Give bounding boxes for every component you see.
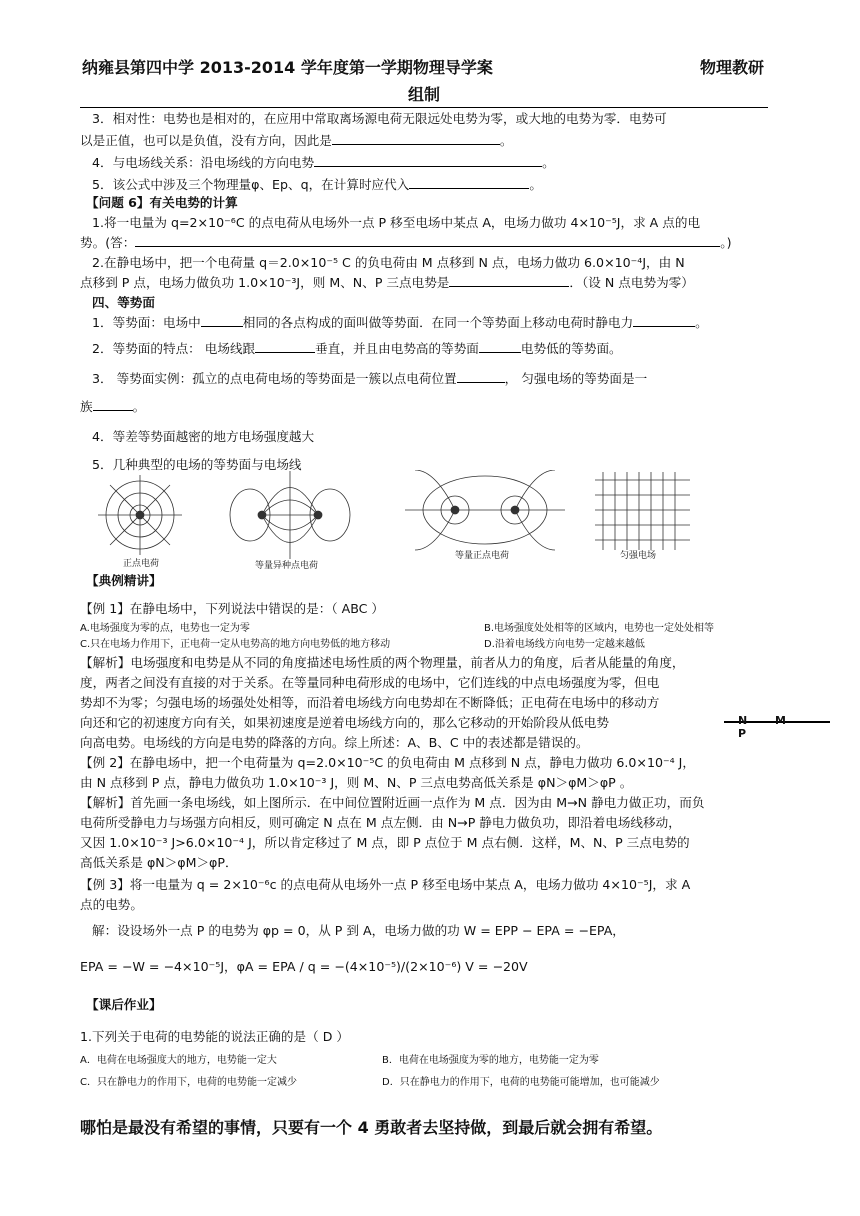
example-2: 【例 2】在静电场中，把一个电荷量为 q=2.0×10⁻⁵C 的负电荷由 M 点移到 N 点，静电力做功 6.0×10⁻⁴ J， xyxy=(80,755,695,770)
analysis: 【解析】首先画一条电场线，如上图所示．在中间位置附近画一点作为 M 点．因为由 M→N 静电力做正功，而负 xyxy=(80,795,705,810)
text-line: 1．等势面：电场中 相同的各点构成的面叫做等势面．在同一个等势面上移动电荷时静电力 。 xyxy=(92,315,708,330)
text-line: 5．几种典型的电场的等势面与电场线 xyxy=(92,457,302,472)
analysis: 向高电势。电场线的方向是电势的降落的方向。综上所述：A、B、C 中的表述都是错误的。 xyxy=(80,735,589,750)
option: A．电荷在电场强度大的地方，电势能一定大 xyxy=(80,1055,277,1066)
option: D．只在静电力的作用下，电荷的电势能可能增加，也可能减少 xyxy=(382,1077,660,1088)
header-right-continued: 组制 xyxy=(408,85,441,104)
analysis: 【解析】电场强度和电势是从不同的角度描述电场性质的两个物理量，前者从力的角度，后者从能量的角度， xyxy=(80,655,685,670)
caption-opposite-charges: 等量异种点电荷 xyxy=(255,561,319,571)
analysis: 又因 1.0×10⁻³ J>6.0×10⁻⁴ J，所以肯定移过了 M 点，即 P 点位于 M 点右侧．这样，M、N、P 三点电势的 xyxy=(80,835,690,850)
text-line: 点移到 P 点，电场力做负功 1.0×10⁻³J，则 M、N、P 三点电势是 ．（设 N 点电势为零） xyxy=(80,275,694,290)
motto: 哪怕是最没有希望的事情，只要有一个 4 勇敢者去坚持做，到最后就会拥有希望。 xyxy=(80,1118,663,1137)
homework-question: 1.下列关于电荷的电势能的说法正确的是（ D ） xyxy=(80,1029,350,1044)
option: B．电荷在电场强度为零的地方，电势能一定为零 xyxy=(382,1055,599,1066)
text-line: 5．该公式中涉及三个物理量φ、Ep、q，在计算时应代入 。 xyxy=(92,177,542,192)
example-3: 【例 3】将一电量为 q = 2×10⁻⁶c 的点电荷从电场外一点 P 移至电场中某点 A，电场力做功 4×10⁻⁵J，求 A xyxy=(80,877,691,892)
section-heading: 四、等势面 xyxy=(92,295,155,310)
caption-equal-positive: 等量正点电荷 xyxy=(455,551,510,561)
option: A.电场强度为零的点，电势也一定为零 xyxy=(80,623,250,634)
solution: EPA = −W = −4×10⁻⁵J，φA = EPA / q = −(4×10⁻⁵)/(2×10⁻⁶) V = −20V xyxy=(80,959,528,974)
section-heading: 【课后作业】 xyxy=(86,997,162,1012)
example-2: 由 N 点移到 P 点，静电力做负功 1.0×10⁻³ J，则 M、N、P 三点电势高低关系是 φN＞φM＞φP 。 xyxy=(80,775,633,790)
analysis: 电荷所受静电力与场强方向相反，则可确定 N 点在 M 点左侧．由 N→P 静电力做负功，即沿着电场线移动， xyxy=(80,815,681,830)
solution: 解：设设场外一点 P 的电势为 φp = 0，从 P 到 A，电场力做的功 W = EPP − EPA = −EPA， xyxy=(92,923,625,938)
option: C.只在电场力作用下，正电荷一定从电势高的地方向电势低的地方移动 xyxy=(80,639,391,650)
text-line: 4．与电场线关系：沿电场线的方向电势 。 xyxy=(92,155,555,170)
text-line: 势。(答： 。) xyxy=(80,235,732,250)
analysis: 向还和它的初速度方向有关，如果初速度是逆着电场线方向的，那么它移动的开始阶段从低电势 xyxy=(80,715,609,730)
option: B.电场强度处处相等的区域内，电势也一定处处相等 xyxy=(484,623,715,634)
text-line: 2.在静电场中，把一个电荷量 q＝2.0×10⁻⁵ C 的负电荷由 M 点移到 N 点，电场力做功 6.0×10⁻⁴J，由 N xyxy=(92,255,685,270)
caption-positive-charge: 正点电荷 xyxy=(123,559,160,569)
header-title: 纳雍县第四中学 2013-2014 学年度第一学期物理导学案 xyxy=(82,58,493,77)
text-line: 2．等势面的特点： 电场线跟 垂直，并且由电势高的等势面 电势低的等势面。 xyxy=(92,341,622,356)
text-line: 以是正值，也可以是负值，没有方向，因此是 。 xyxy=(80,133,513,148)
text-line: 3．相对性：电势也是相对的，在应用中常取离场源电荷无限远处电势为零，或大地的电势为零．电势可 xyxy=(92,111,667,126)
header-right: 物理教研 xyxy=(699,58,764,77)
header-rule xyxy=(80,107,768,108)
option: C．只在静电力的作用下，电荷的电势能一定减少 xyxy=(80,1077,297,1088)
section-heading: 【问题 6】有关电势的计算 xyxy=(86,195,238,210)
example-1: 【例 1】在静电场中，下列说法中错误的是：（ ABC ） xyxy=(80,601,385,616)
text-line: 4．等差等势面越密的地方电场强度越大 xyxy=(92,429,315,444)
caption-uniform-field: 匀强电场 xyxy=(620,551,657,561)
analysis: 度，两者之间没有直接的对于关系。在等量同种电荷形成的电场中，它们连线的中点电场强度为零，但电 xyxy=(80,675,660,690)
section-heading: 【典例精讲】 xyxy=(86,573,162,588)
field-line-diagram: N M P xyxy=(724,716,830,732)
analysis: 高低关系是 φN＞φM＞φP． xyxy=(80,855,238,870)
analysis: 势却不为零；匀强电场的场强处处相等，而沿着电场线方向电势却在不断降低；正电荷在电场中的移动方 xyxy=(80,695,660,710)
text-line: 1.将一电量为 q=2×10⁻⁶C 的点电荷从电场外一点 P 移至电场中某点 A，电场力做功 4×10⁻⁵J，求 A 点的电 xyxy=(92,215,701,230)
field-diagrams xyxy=(95,470,715,570)
text-line: 族 。 xyxy=(80,399,146,414)
text-line: 3． 等势面实例：孤立的点电荷电场的等势面是一簇以点电荷位置 ， 匀强电场的等势面是一 xyxy=(92,371,648,386)
example-3: 点的电势。 xyxy=(80,897,143,912)
option: D.沿着电场线方向电势一定越来越低 xyxy=(484,639,645,650)
